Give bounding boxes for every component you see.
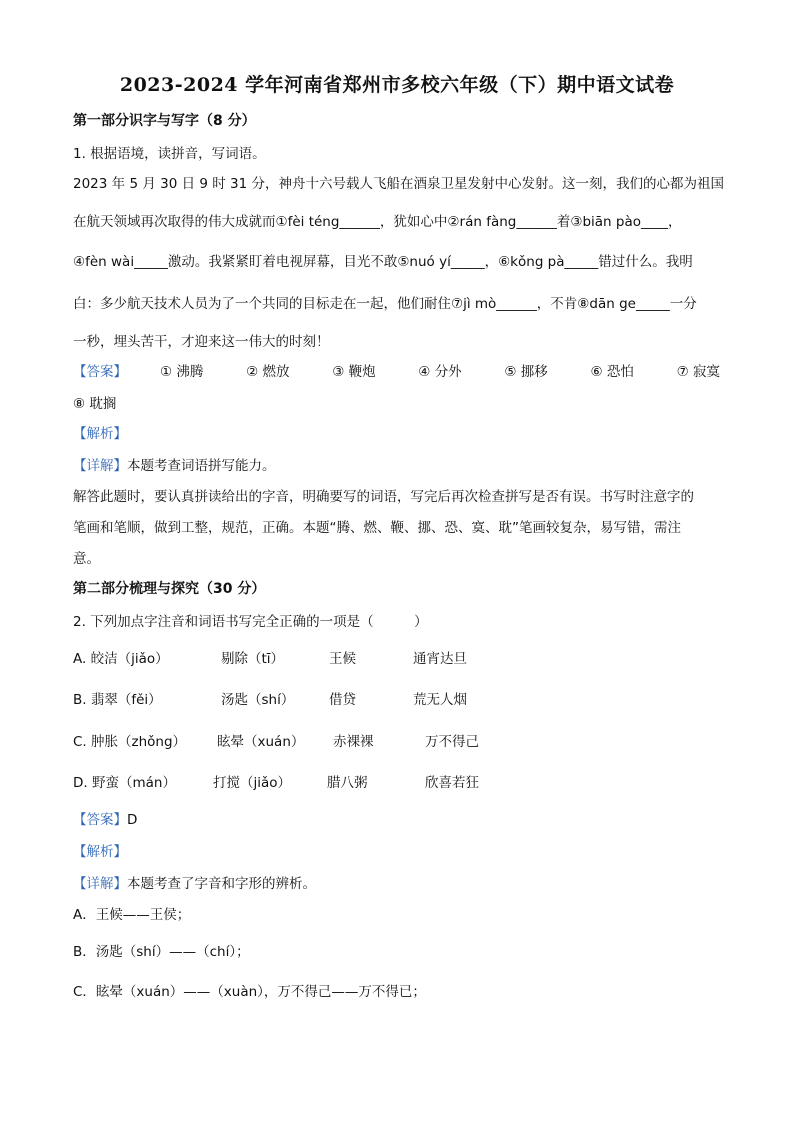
explain-line-3: 意。	[73, 551, 100, 567]
section-heading-part1: 第一部分识字与写字（8 分）	[73, 113, 256, 129]
explain-line-2: 笔画和笔顺，做到工整，规范，正确。本题“腾、燃、鞭、挪、恐、寞、耽”笔画较复杂，易写错，需注	[73, 520, 681, 536]
note-a: A．王候——王侯；	[73, 907, 191, 923]
answer-item: ⑤ 挪移	[504, 364, 548, 380]
section-heading-part2: 第二部分梳理与探究（30 分）	[73, 581, 266, 597]
answer-item: ③ 鞭炮	[332, 364, 376, 380]
answer-item: ① 沸腾	[160, 364, 204, 380]
answer-list-q1	[160, 360, 720, 380]
detail-q2: 【详解】本题考查了字音和字形的辨析。	[73, 876, 316, 892]
answer-item: ⑥ 恐怕	[590, 364, 634, 380]
passage-line-2: 在航天领域再次取得的伟大成就而①fèi téng______，犹如心中②rán fàng______着③biān pào____，	[73, 214, 682, 230]
passage-line-4: 白：多少航天技术人员为了一个共同的目标走在一起，他们耐住⑦jì mò______，不肯⑧dān ge_____一分	[73, 296, 697, 312]
passage-line-1: 2023 年 5 月 30 日 9 时 31 分，神舟十六号载人飞船在酒泉卫星发射中心发射。这一刻，我们的心都为祖国	[73, 176, 725, 192]
answer-q2: 【答案】D	[73, 812, 138, 828]
answer-item: ② 燃放	[246, 364, 290, 380]
passage-line-5: 一秒，埋头苦干，才迎来这一伟大的时刻！	[73, 334, 330, 350]
answer-label-q1: 【答案】	[73, 364, 127, 380]
analysis-label-q1: 【解析】	[73, 426, 127, 442]
note-c: C．眩晕（xuán）——（xuàn），万不得己——万不得已；	[73, 984, 426, 1000]
explain-line-1: 解答此题时，要认真拼读给出的字音，明确要写的词语，写完后再次检查拼写是否有误。书写时注意字的	[73, 489, 694, 505]
document-page: 2023-2024 学年河南省郑州市多校六年级（下）期中语文试卷 第一部分识字与写字（8 分） 1. 根据语境，读拼音，写词语。 2023 年 5 月 30 日 9 时 31 分，神舟十六号载人飞船在酒泉卫星发射中心发射。这一刻，我们的心都为祖国 在航天领域再次取得的伟大成就而①fèi téng______，犹如心中②rán fàng______着③biān pào____， ④fèn wài_____激动。我紧紧盯着电视屏幕，目光不敢⑤nuó yí_____，⑥kǒng pà_____错过什么。我明 白：多少航天技术人员为了一个共同的目标走在一起，他们耐住⑦jì mò______，不肯⑧dān ge_____一分 一秒，埋头苦干，才迎来这一伟大的时刻！ 【答案】 ① 沸腾 ② 燃放 ③ 鞭炮 ④ 分外 ⑤ 挪移 ⑥ 恐怕 ⑦ 寂寞 ⑧ 耽搁 【解析】 【详解】本题考查词语拼写能力。 解答此题时，要认真拼读给出的字音，明确要写的词语，写完后再次检查拼写是否有误。书写时注意字的 笔画和笔顺，做到工整，规范，正确。本题“腾、燃、鞭、挪、恐、寞、耽”笔画较复杂，易写错，需注 意。 第二部分梳理与探究（30 分） 2. 下列加点字注音和词语书写完全正确的一项是（ ） A. 皎洁（jiǎo） 剔除（tī） 王候 通宵达旦 B. 翡翠（fěi） 汤匙（shí） 借贷 荒无人烟 C. 肿胀（zhǒng） 眩晕（xuán） 赤裸裸 万不得己 D. 野蛮（mán） 打搅（jiǎo） 腊八粥 欣喜若狂 【答案】D 【解析】 【详解】本题考查了字音和字形的辨析。 A．王候——王侯； B．汤匙（shí）——（chí）； C．眩晕（xuán）——（xuàn），万不得己——万不得已；	[0, 0, 794, 1123]
note-b: B．汤匙（shí）——（chí）；	[73, 944, 250, 960]
analysis-label-q2: 【解析】	[73, 844, 127, 860]
answer-item: ⑦ 寂寞	[676, 364, 720, 380]
detail-q1: 【详解】本题考查词语拼写能力。	[73, 458, 276, 474]
answer-item: ④ 分外	[418, 364, 462, 380]
page-title: 2023-2024 学年河南省郑州市多校六年级（下）期中语文试卷	[119, 74, 675, 96]
question-2-stem: 2. 下列加点字注音和词语书写完全正确的一项是（ ）	[73, 614, 428, 630]
question-1-stem: 1. 根据语境，读拼音，写词语。	[73, 146, 266, 162]
answer-item-8: ⑧ 耽搁	[73, 396, 117, 412]
passage-line-3: ④fèn wài_____激动。我紧紧盯着电视屏幕，目光不敢⑤nuó yí_____，⑥kǒng pà_____错过什么。我明	[73, 254, 693, 270]
